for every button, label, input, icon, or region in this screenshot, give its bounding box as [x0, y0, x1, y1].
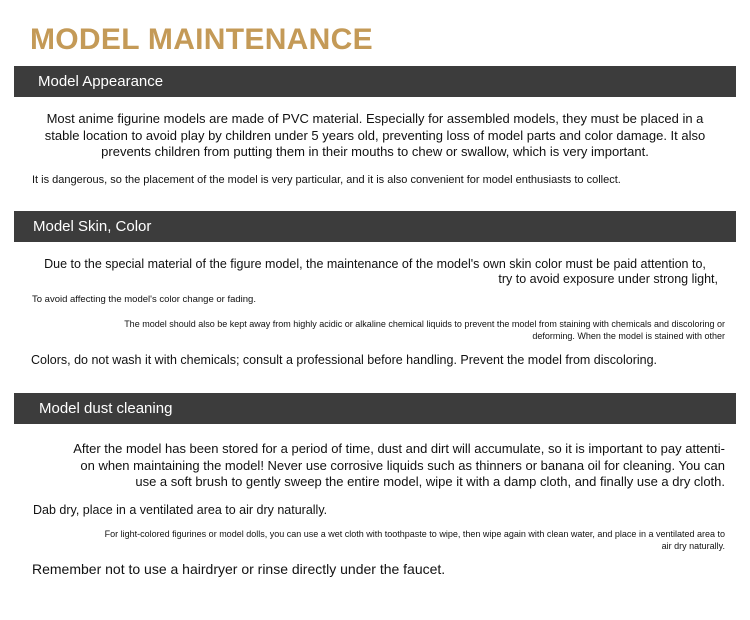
section-header-model-appearance — [14, 66, 736, 97]
section-heading: Model dust cleaning — [39, 400, 173, 417]
text-line: deforming. When the model is stained with other — [532, 331, 725, 341]
text-line: Most anime figurine models are made of PVC material. Especially for assembled models, they must be placed in a — [46, 111, 704, 126]
text-line: air dry naturally. — [661, 541, 725, 551]
text-line: For light-colored figurines or model dolls, you can use a wet cloth with toothpaste to wipe, then wipe again with clean water, and place in a ventilated area to — [104, 529, 725, 539]
chemical-warning — [14, 318, 725, 342]
dust-cleaning-dry-note: Dab dry, place in a ventilated area to air dry naturally. — [33, 503, 328, 517]
section-heading: Model Appearance — [38, 73, 164, 90]
section-heading: Model Skin, Color — [33, 218, 152, 235]
section-header-model-skin-color — [14, 211, 736, 242]
text-line: stable location to avoid play by children under 5 years old, preventing loss of model parts and color damage. It also — [44, 127, 706, 143]
skin-color-paragraph-line2: try to avoid exposure under strong light, — [498, 272, 718, 286]
appearance-note: It is dangerous, so the placement of the model is very particular, and it is also convenient for model enthusiasts to collect. — [32, 174, 621, 186]
skin-color-paragraph-line1: Due to the special material of the figure model, the maintenance of the model's own skin color must be paid attention to, — [44, 257, 706, 271]
text-line: on when maintaining the model! Never use corrosive liquids such as thinners or banana oil for cleaning. You can — [80, 457, 725, 473]
page-title: MODEL MAINTENANCE — [30, 23, 373, 56]
text-line: After the model has been stored for a period of time, dust and dirt will accumulate, so it is important to pay attenti- — [73, 441, 725, 456]
text-line: The model should also be kept away from highly acidic or alkaline chemical liquids to prevent the model from staining with chemicals and discoloring or — [124, 319, 725, 329]
dust-cleaning-paragraph — [14, 441, 725, 491]
text-line: prevents children from putting them in their mouths to chew or swallow, which is very important. — [101, 144, 649, 159]
skin-color-note: To avoid affecting the model's color change or fading. — [32, 294, 256, 305]
skin-color-advice: Colors, do not wash it with chemicals; consult a professional before handling. Prevent the model from discoloring. — [31, 353, 658, 367]
hairdryer-warning: Remember not to use a hairdryer or rinse directly under the faucet. — [32, 561, 446, 577]
section-header-model-dust-cleaning — [14, 393, 736, 424]
appearance-paragraph — [14, 111, 736, 161]
text-line: use a soft brush to gently sweep the entire model, wipe it with a damp cloth, and finally use a dry cloth. — [135, 474, 725, 489]
light-colored-figurine-tip — [14, 528, 725, 552]
